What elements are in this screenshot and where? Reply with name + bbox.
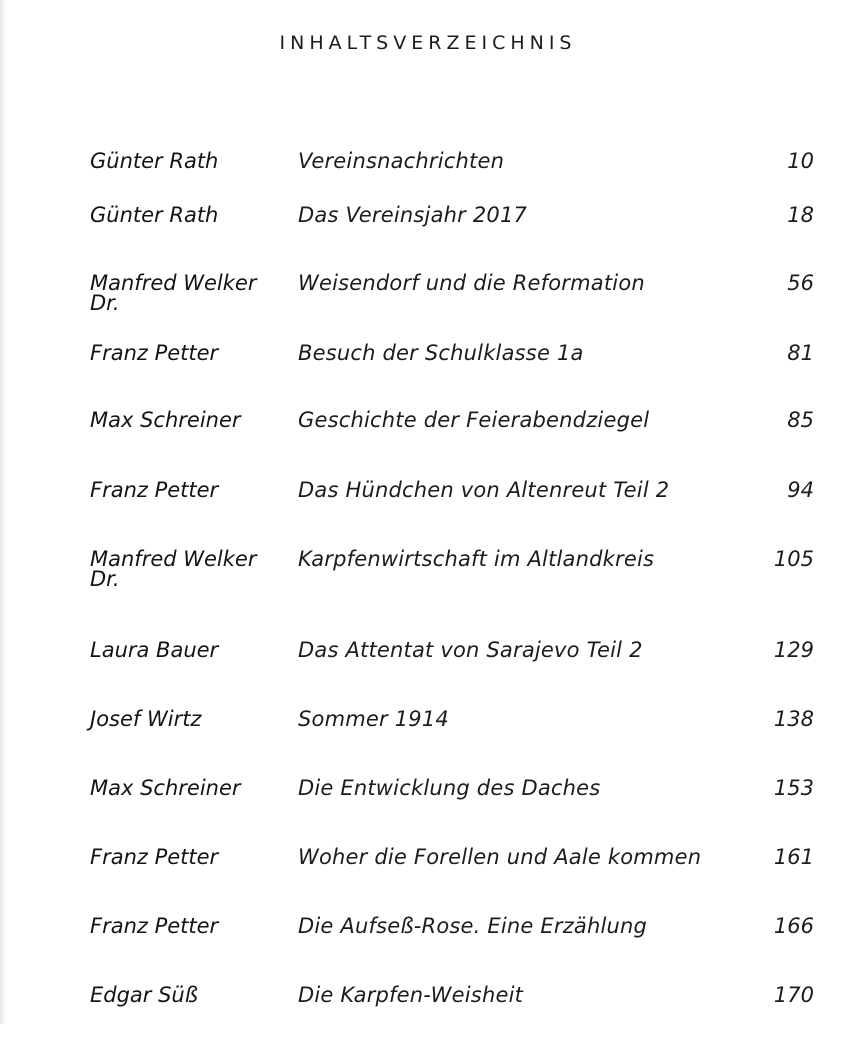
toc-entry bbox=[0, 985, 856, 1037]
entry-author: Franz Petter bbox=[90, 845, 219, 869]
entry-page-number: 85 bbox=[787, 408, 814, 432]
toc-entry bbox=[0, 205, 856, 257]
entry-page-number: 94 bbox=[787, 478, 814, 502]
toc-entry bbox=[0, 151, 856, 203]
entry-page-number: 161 bbox=[773, 845, 814, 869]
entry-page-number: 170 bbox=[773, 983, 814, 1007]
entry-title: Die Aufseß-Rose. Eine Erzählung bbox=[298, 914, 648, 938]
entry-title: Vereinsnachrichten bbox=[298, 149, 505, 173]
entry-author: Max Schreiner bbox=[90, 408, 241, 432]
entry-author: Manfred Welker Dr. bbox=[90, 271, 257, 315]
entry-title: Sommer 1914 bbox=[298, 707, 449, 731]
entry-page-number: 56 bbox=[787, 271, 814, 295]
entry-title: Weisendorf und die Reformation bbox=[298, 271, 645, 295]
entry-author: Edgar Süß bbox=[90, 983, 198, 1007]
toc-entry bbox=[0, 549, 856, 601]
toc-entry bbox=[0, 778, 856, 830]
entry-title: Das Attentat von Sarajevo Teil 2 bbox=[298, 638, 643, 662]
toc-entry bbox=[0, 480, 856, 532]
entry-title: Das Vereinsjahr 2017 bbox=[298, 203, 528, 227]
entry-title: Woher die Forellen und Aale kommen bbox=[298, 845, 702, 869]
toc-entry bbox=[0, 343, 856, 395]
entry-page-number: 18 bbox=[787, 203, 814, 227]
entry-author: Günter Rath bbox=[90, 149, 219, 173]
entry-title: Besuch der Schulklasse 1a bbox=[298, 341, 584, 365]
toc-entry bbox=[0, 709, 856, 761]
entry-title: Die Karpfen-Weisheit bbox=[298, 983, 524, 1007]
entry-author: Laura Bauer bbox=[90, 638, 219, 662]
entry-page-number: 81 bbox=[787, 341, 814, 365]
entry-author: Manfred Welker Dr. bbox=[90, 547, 257, 591]
entry-page-number: 138 bbox=[773, 707, 814, 731]
toc-entry bbox=[0, 847, 856, 899]
entry-page-number: 10 bbox=[787, 149, 814, 173]
entry-page-number: 105 bbox=[773, 547, 814, 571]
toc-entry bbox=[0, 410, 856, 462]
entry-author: Franz Petter bbox=[90, 914, 219, 938]
entry-title: Das Hündchen von Altenreut Teil 2 bbox=[298, 478, 670, 502]
entry-title: Karpfenwirtschaft im Altlandkreis bbox=[298, 547, 655, 571]
entry-author: Max Schreiner bbox=[90, 776, 241, 800]
entry-author: Franz Petter bbox=[90, 341, 219, 365]
entry-title: Die Entwicklung des Daches bbox=[298, 776, 601, 800]
page-title: INHALTSVERZEICHNIS bbox=[279, 32, 577, 54]
entry-author: Josef Wirtz bbox=[90, 707, 202, 731]
entry-author: Günter Rath bbox=[90, 203, 219, 227]
toc-entry bbox=[0, 273, 856, 325]
entry-page-number: 129 bbox=[773, 638, 814, 662]
entry-author: Franz Petter bbox=[90, 478, 219, 502]
entry-page-number: 166 bbox=[773, 914, 814, 938]
entry-page-number: 153 bbox=[773, 776, 814, 800]
toc-entry bbox=[0, 916, 856, 968]
entry-title: Geschichte der Feierabendziegel bbox=[298, 408, 650, 432]
toc-entry bbox=[0, 640, 856, 692]
